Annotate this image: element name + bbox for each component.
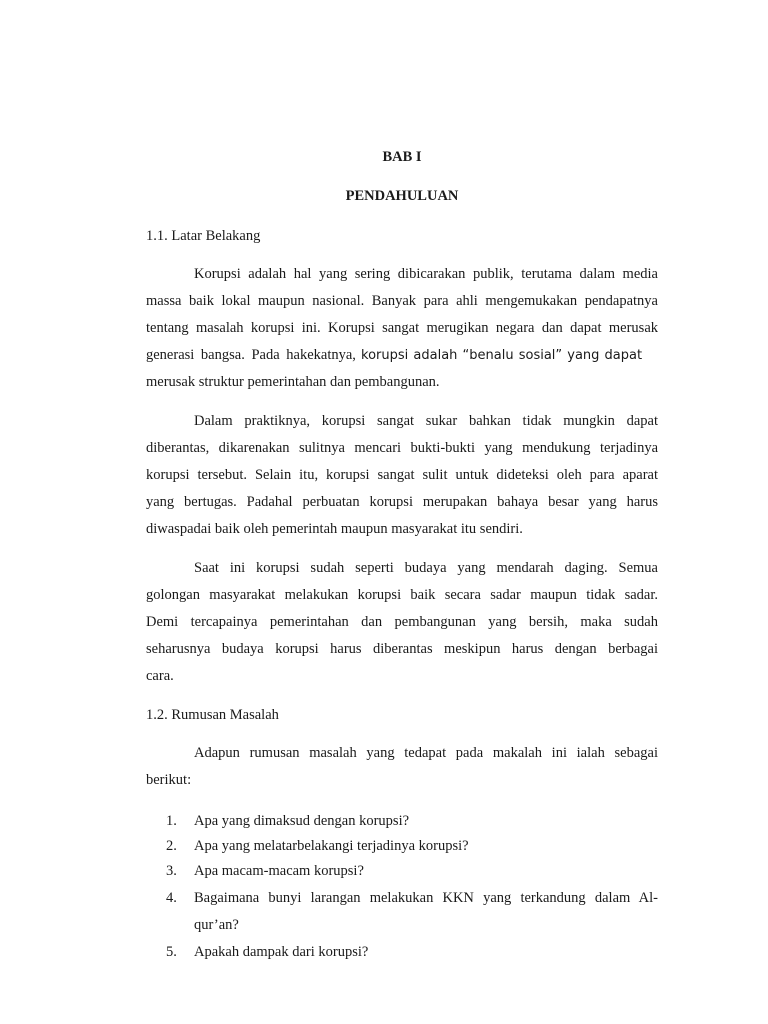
paragraph-line: Saat ini korupsi sudah seperti budaya yang mendarah daging. Semua xyxy=(194,560,658,576)
chapter-title: PENDAHULUAN xyxy=(345,188,459,204)
paragraph-line: Korupsi adalah hal yang sering dibicarakan publik, terutama dalam media xyxy=(194,266,658,282)
paragraph-line: cara. xyxy=(146,668,174,684)
paragraph-line: seharusnya budaya korupsi harus diberantas meskipun harus dengan berbagai xyxy=(146,641,658,657)
list-item-number: 4. xyxy=(166,890,177,906)
section-heading-latar-belakang: 1.1. Latar Belakang xyxy=(146,228,261,244)
list-item: Apa macam-macam korupsi? xyxy=(194,863,364,879)
paragraph-line: yang bertugas. Padahal perbuatan korupsi merupakan bahaya besar yang harus xyxy=(146,494,658,510)
paragraph-line: merusak struktur pemerintahan dan pembangunan. xyxy=(146,374,440,390)
list-item-continuation: qur’an? xyxy=(194,917,239,933)
list-item: Apa yang dimaksud dengan korupsi? xyxy=(194,813,410,829)
paragraph-line: diberantas, dikarenakan sulitnya mencari bukti-bukti yang mendukung terjadinya xyxy=(146,440,658,456)
paragraph-line-part: generasi bangsa. Pada hakekatnya, xyxy=(146,347,356,363)
paragraph-line: Dalam praktiknya, korupsi sangat sukar bahkan tidak mungkin dapat xyxy=(194,413,658,429)
paragraph-line: tentang masalah korupsi ini. Korupsi sangat merugikan negara dan dapat merusak xyxy=(146,320,658,336)
list-item-number: 1. xyxy=(166,813,177,829)
list-item: Bagaimana bunyi larangan melakukan KKN yang terkandung dalam Al- xyxy=(194,890,658,906)
paragraph-line xyxy=(146,346,658,365)
list-item: Apakah dampak dari korupsi? xyxy=(194,944,369,960)
paragraph-line: massa baik lokal maupun nasional. Banyak para ahli mengemukakan pendapatnya xyxy=(146,293,658,309)
section-heading-rumusan-masalah: 1.2. Rumusan Masalah xyxy=(146,707,279,723)
paragraph-line: Adapun rumusan masalah yang tedapat pada makalah ini ialah sebagai xyxy=(194,745,658,761)
list-item: Apa yang melatarbelakangi terjadinya korupsi? xyxy=(194,838,469,854)
chapter-number: BAB I xyxy=(382,149,422,165)
list-item-number: 5. xyxy=(166,944,177,960)
paragraph-line: korupsi tersebut. Selain itu, korupsi sangat sulit untuk dideteksi oleh para aparat xyxy=(146,467,658,483)
paragraph-line: berikut: xyxy=(146,772,192,788)
paragraph-line-part-alt-font: korupsi adalah “benalu sosial” yang dapat xyxy=(355,348,643,363)
list-item-number: 2. xyxy=(166,838,177,854)
paragraph-line: golongan masyarakat melakukan korupsi baik secara sadar maupun tidak sadar. xyxy=(146,587,658,603)
paragraph-line: Demi tercapainya pemerintahan dan pembangunan yang bersih, maka sudah xyxy=(146,614,658,630)
paragraph-line: diwaspadai baik oleh pemerintah maupun masyarakat itu sendiri. xyxy=(146,521,523,537)
list-item-number: 3. xyxy=(166,863,177,879)
